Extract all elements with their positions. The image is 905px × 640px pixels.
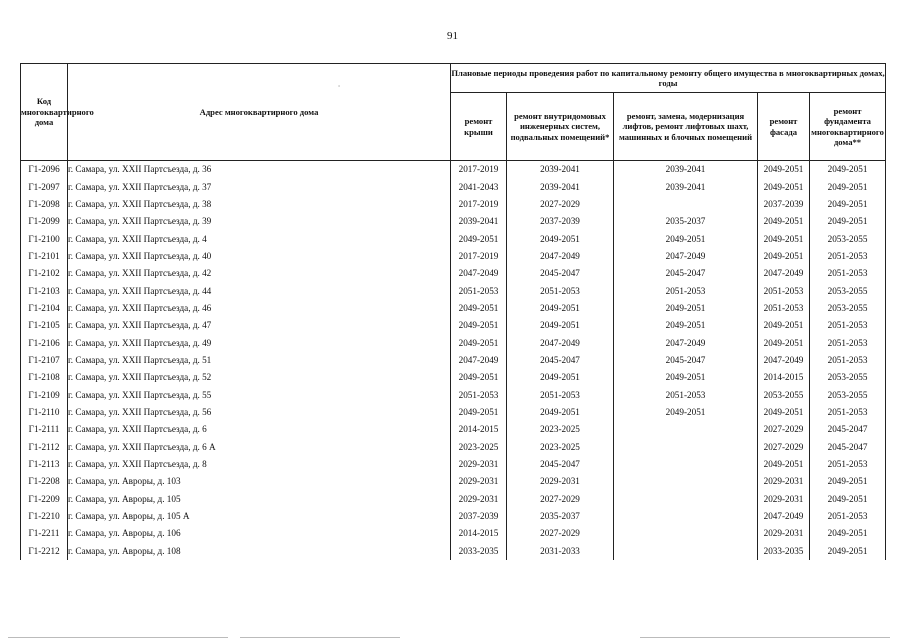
table-row [21,508,886,525]
systems-repair-period: 2023-2025 [507,421,614,438]
roof-repair-period: 2014-2015 [451,525,507,542]
foundation-repair-period: 2049-2051 [810,491,886,508]
roof-repair-period: 2037-2039 [451,508,507,525]
house-code: Г1-2105 [21,317,68,334]
house-code: Г1-2104 [21,300,68,317]
foundation-repair-period: 2049-2051 [810,525,886,542]
foundation-repair-period: 2053-2055 [810,282,886,299]
lifts-repair-period [614,508,758,525]
house-address: г. Самара, ул. XXII Партсъезда, д. 55 [68,386,451,403]
systems-repair-period: 2035-2037 [507,508,614,525]
lifts-repair-period: 2049-2051 [614,300,758,317]
header-lifts-repair: ремонт, замена, модернизация лифтов, ремонт лифтовых шахт, машинных и блочных помещений [614,93,758,161]
roof-repair-period: 2017-2019 [451,196,507,213]
header-foundation-repair: ремонт фундамента многоквартирного дома** [810,93,886,161]
systems-repair-period: 2049-2051 [507,230,614,247]
foundation-repair-period: 2045-2047 [810,421,886,438]
facade-repair-period: 2049-2051 [758,161,810,179]
table-row [21,439,886,456]
capital-repair-plan-table [20,63,886,560]
facade-repair-period: 2049-2051 [758,248,810,265]
roof-repair-period: 2049-2051 [451,317,507,334]
house-code: Г1-2112 [21,439,68,456]
scan-artifact-line [8,637,228,638]
house-address: г. Самара, ул. Авроры, д. 108 [68,543,451,560]
lifts-repair-period [614,525,758,542]
house-code: Г1-2101 [21,248,68,265]
foundation-repair-period: 2051-2053 [810,317,886,334]
systems-repair-period: 2049-2051 [507,369,614,386]
table-row [21,525,886,542]
roof-repair-period: 2017-2019 [451,161,507,179]
house-code: Г1-2108 [21,369,68,386]
table-row [21,196,886,213]
lifts-repair-period [614,456,758,473]
lifts-repair-period [614,491,758,508]
lifts-repair-period [614,196,758,213]
facade-repair-period: 2029-2031 [758,473,810,490]
lifts-repair-period: 2047-2049 [614,334,758,351]
foundation-repair-period: 2053-2055 [810,230,886,247]
systems-repair-period: 2027-2029 [507,525,614,542]
lifts-repair-period: 2045-2047 [614,265,758,282]
house-address: г. Самара, ул. Авроры, д. 105 А [68,508,451,525]
systems-repair-period: 2039-2041 [507,178,614,195]
facade-repair-period: 2049-2051 [758,213,810,230]
scan-artifact-line [240,637,400,638]
facade-repair-period: 2051-2053 [758,282,810,299]
house-address: г. Самара, ул. Авроры, д. 105 [68,491,451,508]
table-row [21,230,886,247]
foundation-repair-period: 2051-2053 [810,456,886,473]
systems-repair-period: 2027-2029 [507,196,614,213]
foundation-repair-period: 2053-2055 [810,369,886,386]
house-code: Г1-2096 [21,161,68,179]
house-address: г. Самара, ул. XXII Партсъезда, д. 56 [68,404,451,421]
roof-repair-period: 2049-2051 [451,230,507,247]
header-facade-repair: ремонт фасада [758,93,810,161]
house-address: г. Самара, ул. XXII Партсъезда, д. 49 [68,334,451,351]
table-row [21,456,886,473]
table-row [21,317,886,334]
house-code: Г1-2106 [21,334,68,351]
house-code: Г1-2210 [21,508,68,525]
table-row [21,161,886,179]
header-address-mark: · [337,81,341,91]
house-address: г. Самара, ул. XXII Партсъезда, д. 46 [68,300,451,317]
table-row [21,265,886,282]
facade-repair-period: 2037-2039 [758,196,810,213]
foundation-repair-period: 2051-2053 [810,334,886,351]
systems-repair-period: 2049-2051 [507,404,614,421]
house-code: Г1-2097 [21,178,68,195]
foundation-repair-period: 2051-2053 [810,352,886,369]
table-row [21,282,886,299]
roof-repair-period: 2049-2051 [451,404,507,421]
lifts-repair-period: 2051-2053 [614,386,758,403]
foundation-repair-period: 2053-2055 [810,386,886,403]
systems-repair-period: 2049-2051 [507,317,614,334]
facade-repair-period: 2047-2049 [758,508,810,525]
foundation-repair-period: 2051-2053 [810,265,886,282]
house-code: Г1-2212 [21,543,68,560]
roof-repair-period: 2023-2025 [451,439,507,456]
facade-repair-period: 2051-2053 [758,300,810,317]
foundation-repair-period: 2051-2053 [810,248,886,265]
table-row [21,369,886,386]
lifts-repair-period [614,421,758,438]
systems-repair-period: 2051-2053 [507,386,614,403]
header-planned-periods: Плановые периоды проведения работ по капитальному ремонту общего имущества в многоквартирных домах, годы [451,64,886,93]
lifts-repair-period: 2051-2053 [614,282,758,299]
foundation-repair-period: 2053-2055 [810,300,886,317]
foundation-repair-period: 2049-2051 [810,178,886,195]
house-address: г. Самара, ул. Авроры, д. 106 [68,525,451,542]
page-number: 91 [447,30,458,42]
table-row [21,248,886,265]
house-address: г. Самара, ул. XXII Партсъезда, д. 36 [68,161,451,179]
lifts-repair-period: 2035-2037 [614,213,758,230]
house-code: Г1-2113 [21,456,68,473]
foundation-repair-period: 2045-2047 [810,439,886,456]
systems-repair-period: 2027-2029 [507,491,614,508]
foundation-repair-period: 2049-2051 [810,213,886,230]
house-code: Г1-2099 [21,213,68,230]
systems-repair-period: 2045-2047 [507,265,614,282]
facade-repair-period: 2033-2035 [758,543,810,560]
house-address: г. Самара, ул. XXII Партсъезда, д. 47 [68,317,451,334]
foundation-repair-period: 2051-2053 [810,404,886,421]
facade-repair-period: 2049-2051 [758,230,810,247]
facade-repair-period: 2027-2029 [758,421,810,438]
lifts-repair-period [614,543,758,560]
table-row [21,404,886,421]
lifts-repair-period: 2049-2051 [614,369,758,386]
systems-repair-period: 2047-2049 [507,334,614,351]
house-address: г. Самара, ул. XXII Партсъезда, д. 51 [68,352,451,369]
facade-repair-period: 2029-2031 [758,525,810,542]
header-roof-repair: ремонт крыши [451,93,507,161]
systems-repair-period: 2029-2031 [507,473,614,490]
systems-repair-period: 2023-2025 [507,439,614,456]
facade-repair-period: 2049-2051 [758,178,810,195]
roof-repair-period: 2029-2031 [451,473,507,490]
roof-repair-period: 2033-2035 [451,543,507,560]
roof-repair-period: 2051-2053 [451,282,507,299]
facade-repair-period: 2049-2051 [758,317,810,334]
roof-repair-period: 2017-2019 [451,248,507,265]
lifts-repair-period: 2049-2051 [614,230,758,247]
table-row [21,178,886,195]
systems-repair-period: 2047-2049 [507,248,614,265]
house-address: г. Самара, ул. XXII Партсъезда, д. 37 [68,178,451,195]
roof-repair-period: 2049-2051 [451,300,507,317]
roof-repair-period: 2049-2051 [451,369,507,386]
lifts-repair-period [614,439,758,456]
house-code: Г1-2209 [21,491,68,508]
table-row [21,334,886,351]
lifts-repair-period: 2045-2047 [614,352,758,369]
house-code: Г1-2107 [21,352,68,369]
house-address: г. Самара, ул. XXII Партсъезда, д. 38 [68,196,451,213]
lifts-repair-period [614,473,758,490]
facade-repair-period: 2029-2031 [758,491,810,508]
lifts-repair-period: 2039-2041 [614,178,758,195]
house-code: Г1-2211 [21,525,68,542]
table-row [21,300,886,317]
table-row [21,491,886,508]
foundation-repair-period: 2051-2053 [810,508,886,525]
systems-repair-period: 2045-2047 [507,352,614,369]
house-address: г. Самара, ул. XXII Партсъезда, д. 52 [68,369,451,386]
lifts-repair-period: 2049-2051 [614,404,758,421]
roof-repair-period: 2047-2049 [451,352,507,369]
house-address: г. Самара, ул. XXII Партсъезда, д. 42 [68,265,451,282]
house-address: г. Самара, ул. XXII Партсъезда, д. 40 [68,248,451,265]
foundation-repair-period: 2049-2051 [810,161,886,179]
house-code: Г1-2109 [21,386,68,403]
facade-repair-period: 2053-2055 [758,386,810,403]
facade-repair-period: 2027-2029 [758,439,810,456]
systems-repair-period: 2031-2033 [507,543,614,560]
table-row [21,543,886,560]
facade-repair-period: 2049-2051 [758,456,810,473]
foundation-repair-period: 2049-2051 [810,543,886,560]
house-code: Г1-2103 [21,282,68,299]
house-address: г. Самара, ул. XXII Партсъезда, д. 4 [68,230,451,247]
house-address: г. Самара, ул. XXII Партсъезда, д. 44 [68,282,451,299]
roof-repair-period: 2029-2031 [451,491,507,508]
header-address [68,64,451,161]
house-code: Г1-2208 [21,473,68,490]
house-address: г. Самара, ул. XXII Партсъезда, д. 8 [68,456,451,473]
facade-repair-period: 2047-2049 [758,352,810,369]
facade-repair-period: 2014-2015 [758,369,810,386]
house-code: Г1-2098 [21,196,68,213]
systems-repair-period: 2045-2047 [507,456,614,473]
table-row [21,352,886,369]
facade-repair-period: 2049-2051 [758,334,810,351]
systems-repair-period: 2039-2041 [507,161,614,179]
foundation-repair-period: 2049-2051 [810,196,886,213]
facade-repair-period: 2049-2051 [758,404,810,421]
foundation-repair-period: 2049-2051 [810,473,886,490]
house-address: г. Самара, ул. XXII Партсъезда, д. 39 [68,213,451,230]
house-address: г. Самара, ул. XXII Партсъезда, д. 6 А [68,439,451,456]
lifts-repair-period: 2049-2051 [614,317,758,334]
house-code: Г1-2102 [21,265,68,282]
scan-artifact-line [640,637,890,638]
roof-repair-period: 2041-2043 [451,178,507,195]
roof-repair-period: 2039-2041 [451,213,507,230]
systems-repair-period: 2049-2051 [507,300,614,317]
roof-repair-period: 2049-2051 [451,334,507,351]
house-address: г. Самара, ул. Авроры, д. 103 [68,473,451,490]
header-engineering-systems-repair: ремонт внутридомовых инженерных систем, подвальных помещений* [507,93,614,161]
table-body [21,161,886,560]
table-row [21,473,886,490]
table-row [21,213,886,230]
facade-repair-period: 2047-2049 [758,265,810,282]
roof-repair-period: 2047-2049 [451,265,507,282]
table-row [21,421,886,438]
roof-repair-period: 2014-2015 [451,421,507,438]
lifts-repair-period: 2047-2049 [614,248,758,265]
house-address: г. Самара, ул. XXII Партсъезда, д. 6 [68,421,451,438]
header-code: Код многоквартирного дома [21,64,68,161]
lifts-repair-period: 2039-2041 [614,161,758,179]
roof-repair-period: 2051-2053 [451,386,507,403]
systems-repair-period: 2051-2053 [507,282,614,299]
house-code: Г1-2100 [21,230,68,247]
house-code: Г1-2110 [21,404,68,421]
roof-repair-period: 2029-2031 [451,456,507,473]
header-address-label: Адрес многоквартирного дома [199,106,319,117]
house-code: Г1-2111 [21,421,68,438]
table-row [21,386,886,403]
systems-repair-period: 2037-2039 [507,213,614,230]
